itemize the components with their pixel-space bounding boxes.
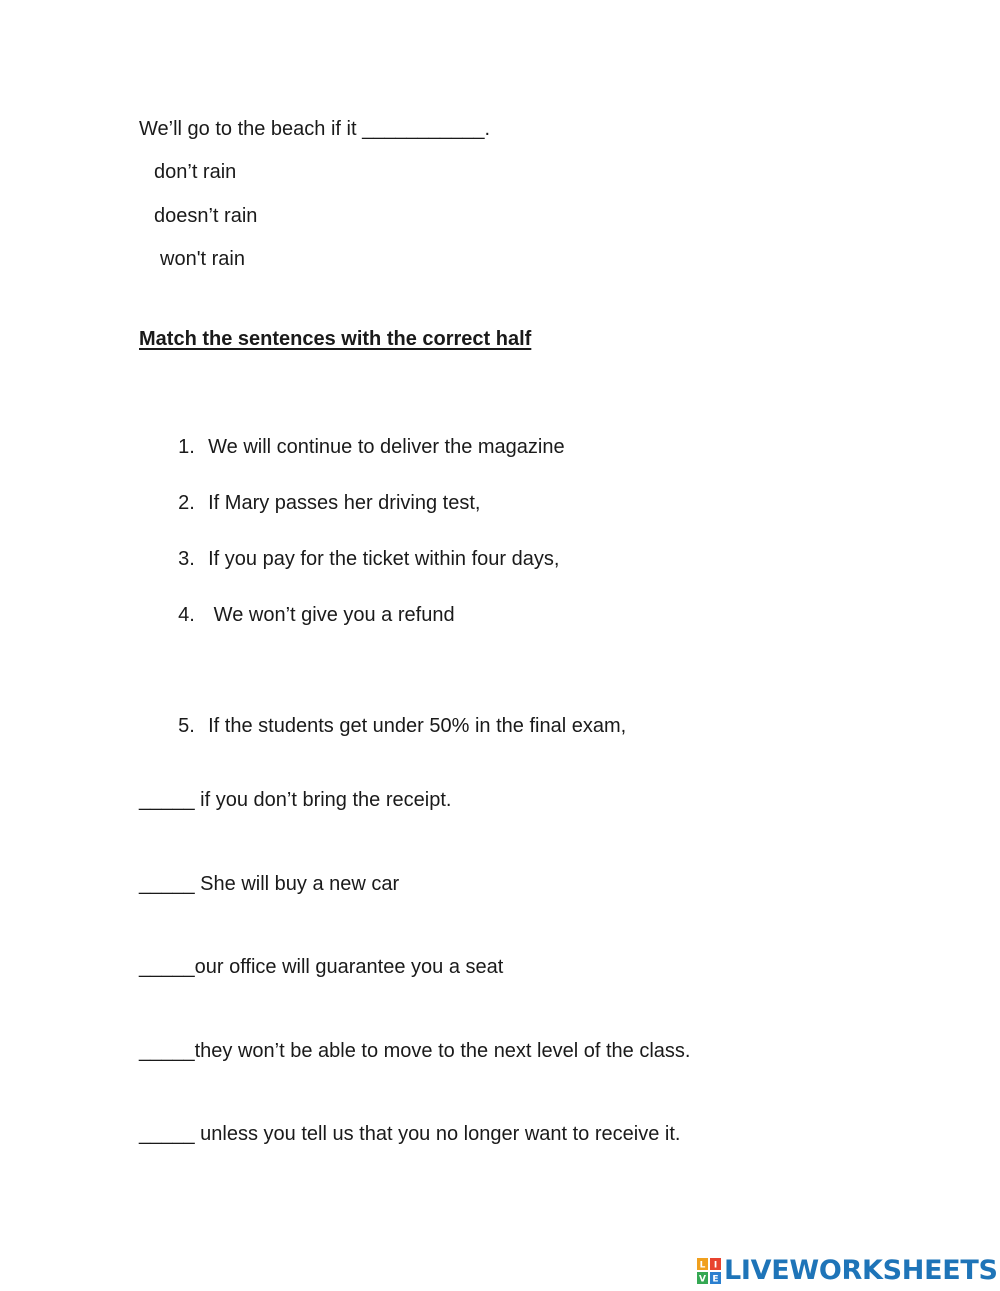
match-item-number: 3. xyxy=(178,548,195,570)
match-ending-blank[interactable]: _____they won’t be able to move to the next level of the class. xyxy=(139,1040,691,1062)
match-item xyxy=(167,579,455,627)
logo-icon-letter: V xyxy=(699,1274,706,1284)
match-item xyxy=(167,523,559,571)
option-dont-rain[interactable]: don’t rain xyxy=(154,161,237,183)
question-prompt: We’ll go to the beach if it ___________. xyxy=(139,118,490,140)
match-item-number: 4. xyxy=(178,604,195,626)
match-item-text: If the students get under 50% in the final exam, xyxy=(208,715,627,737)
logo-icon-letter: I xyxy=(713,1260,718,1271)
match-item-text: We won’t give you a refund xyxy=(208,604,455,626)
match-item-number: 1. xyxy=(178,436,195,458)
match-ending-blank[interactable]: _____our office will guarantee you a seat xyxy=(139,956,504,978)
logo-icon-letter: L xyxy=(699,1260,706,1271)
match-ending-blank[interactable]: _____ if you don’t bring the receipt. xyxy=(139,789,452,811)
match-item-text: If Mary passes her driving test, xyxy=(208,492,481,514)
liveworksheets-logo-icon xyxy=(697,1258,721,1284)
logo-icon-letter: E xyxy=(712,1274,719,1284)
liveworksheets-logo-text: LIVEWORKSHEETS xyxy=(724,1255,998,1286)
match-item xyxy=(167,467,480,515)
match-item-number: 5. xyxy=(178,715,195,737)
match-item xyxy=(167,411,565,459)
match-item-text: If you pay for the ticket within four days, xyxy=(208,548,560,570)
match-ending-blank[interactable]: _____ unless you tell us that you no longer want to receive it. xyxy=(139,1123,681,1145)
match-item-text: We will continue to deliver the magazine xyxy=(208,436,565,458)
option-doesnt-rain[interactable]: doesn’t rain xyxy=(154,205,258,227)
liveworksheets-logo xyxy=(697,1256,998,1286)
match-ending-blank[interactable]: _____ She will buy a new car xyxy=(139,873,400,895)
match-heading: Match the sentences with the correct half xyxy=(139,328,532,350)
match-item-number: 2. xyxy=(178,492,195,514)
option-wont-rain[interactable]: won't rain xyxy=(160,248,245,270)
match-item xyxy=(167,690,626,738)
